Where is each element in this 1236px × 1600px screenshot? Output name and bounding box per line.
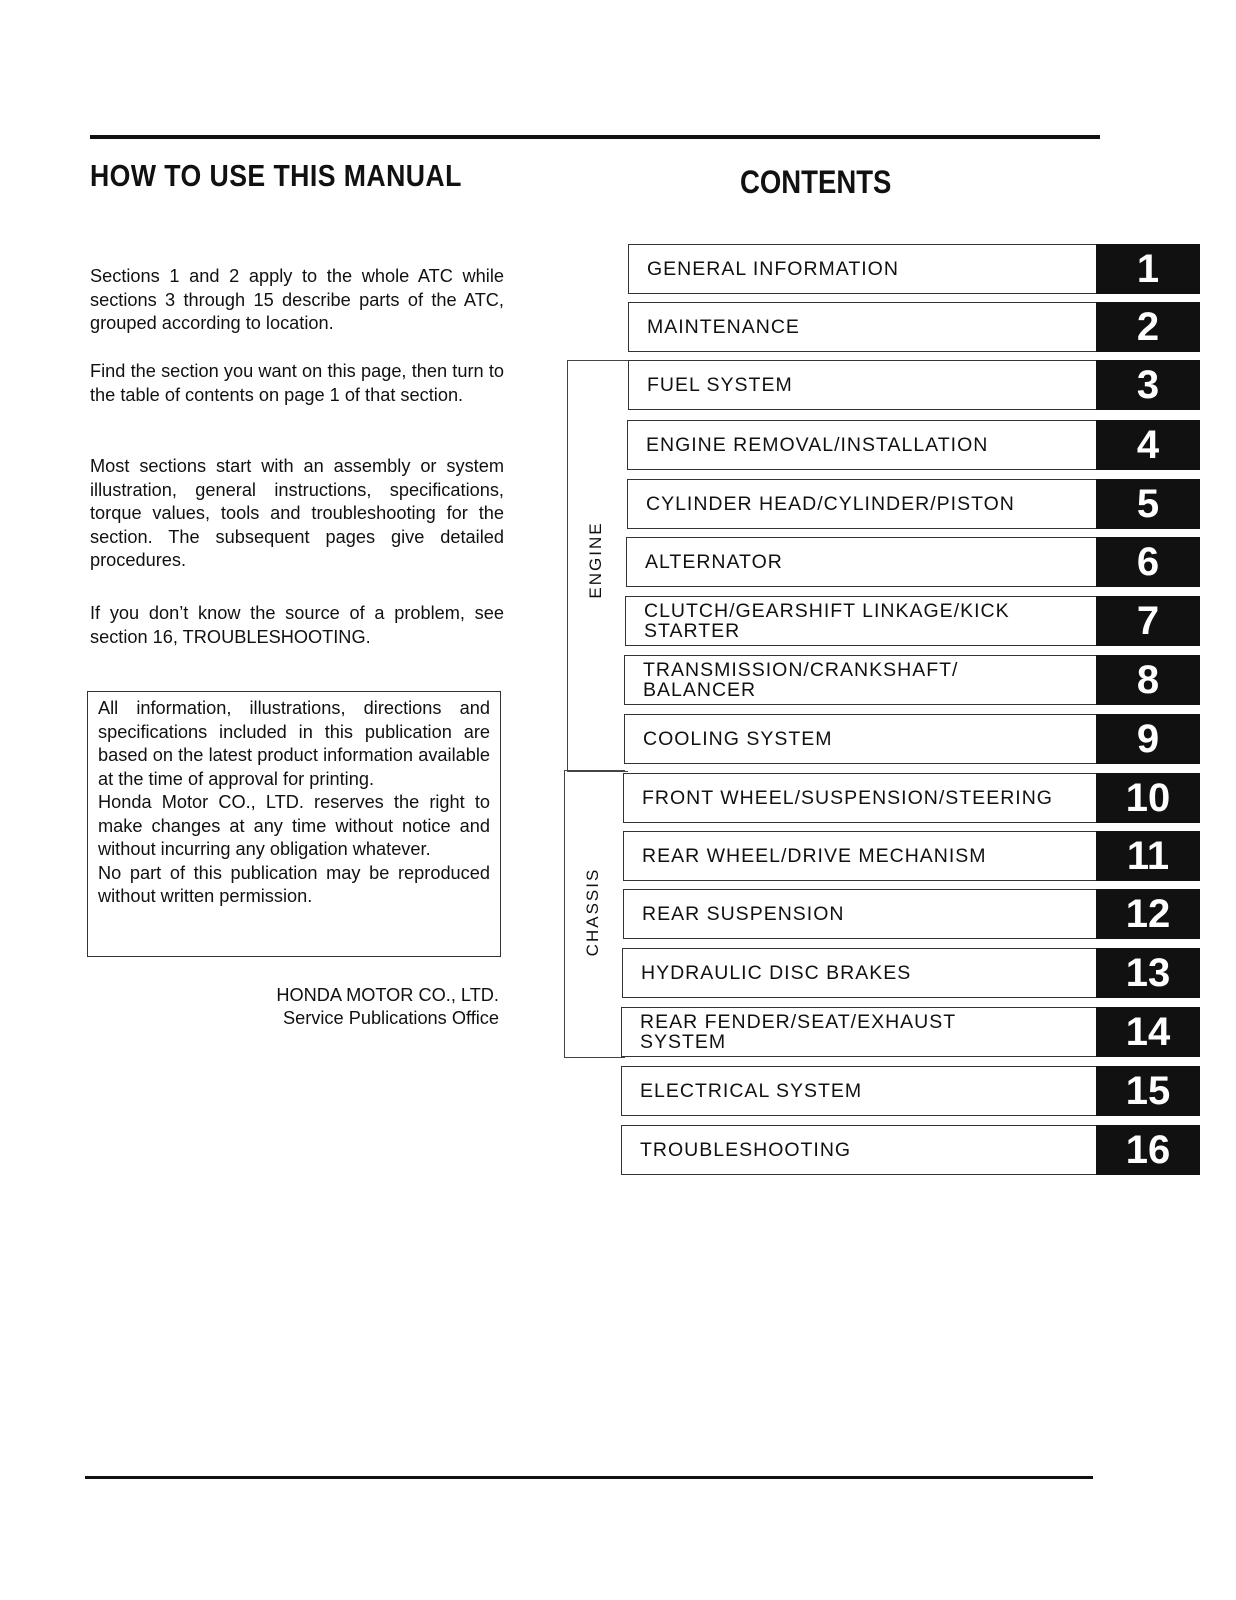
toc-row-8[interactable] — [624, 655, 1200, 705]
toc-row-15[interactable] — [621, 1066, 1200, 1116]
toc-section-tab[interactable]: 1 — [1096, 244, 1200, 294]
toc-row-frame — [623, 889, 1096, 939]
toc-row-frame — [627, 420, 1096, 470]
toc-row-frame — [622, 948, 1096, 998]
toc-section-title[interactable]: COOLING SYSTEM — [643, 728, 833, 750]
toc-section-title[interactable]: CYLINDER HEAD/CYLINDER/PISTON — [646, 493, 1015, 515]
toc-row-frame — [625, 596, 1096, 646]
toc-row-frame — [623, 831, 1096, 881]
toc-row-11[interactable] — [623, 831, 1200, 881]
toc-section-title[interactable]: REAR FENDER/SEAT/EXHAUST SYSTEM — [640, 1011, 957, 1053]
toc-section-title[interactable]: HYDRAULIC DISC BRAKES — [641, 962, 912, 984]
intro-paragraph-1: Sections 1 and 2 apply to the whole ATC while sections 3 through 15 describe parts of the ATC, grouped according to location. — [90, 266, 504, 333]
toc-row-3[interactable] — [628, 360, 1200, 410]
toc-section-tab[interactable]: 12 — [1096, 889, 1200, 939]
toc-section-title[interactable]: ALTERNATOR — [645, 551, 783, 573]
toc-row-14[interactable] — [621, 1007, 1200, 1057]
toc-section-tab[interactable]: 3 — [1096, 360, 1200, 410]
toc-row-4[interactable] — [627, 420, 1200, 470]
toc-row-12[interactable] — [623, 889, 1200, 939]
notice-text-3: No part of this publication may be reproduced without written permission. — [98, 862, 490, 906]
toc-row-frame — [626, 537, 1096, 587]
intro-paragraph-3: Most sections start with an assembly or system illustration, general instructions, specifications, torque values, tools and troubleshooting for the section. The subsequent pages give detailed procedures. — [90, 456, 504, 570]
toc-section-title[interactable]: ENGINE REMOVAL/INSTALLATION — [646, 434, 989, 456]
toc-row-frame — [621, 1007, 1096, 1057]
toc-row-frame — [623, 773, 1096, 823]
toc-row-frame — [628, 302, 1096, 352]
toc-section-tab[interactable]: 2 — [1096, 302, 1200, 352]
toc-section-tab[interactable]: 7 — [1096, 596, 1200, 646]
toc-section-tab[interactable]: 9 — [1096, 714, 1200, 764]
toc-row-frame — [621, 1125, 1096, 1175]
intro-paragraph-2: Find the section you want on this page, then turn to the table of contents on page 1 of that section. — [90, 361, 504, 405]
toc-row-6[interactable] — [626, 537, 1200, 587]
toc-section-title[interactable]: TROUBLESHOOTING — [640, 1139, 852, 1161]
notice-box — [87, 691, 501, 957]
signature-company: HONDA MOTOR CO., LTD. — [276, 985, 499, 1005]
toc-section-tab[interactable]: 5 — [1096, 479, 1200, 529]
how-to-use-heading: HOW TO USE THIS MANUAL — [90, 158, 462, 193]
toc-section-tab[interactable]: 16 — [1096, 1125, 1200, 1175]
contents-heading: CONTENTS — [740, 164, 892, 200]
toc-section-tab[interactable]: 13 — [1096, 948, 1200, 998]
toc-section-tab[interactable]: 11 — [1096, 831, 1200, 881]
toc-section-title[interactable]: FUEL SYSTEM — [647, 374, 793, 396]
bottom-rule — [85, 1476, 1093, 1479]
toc-row-frame — [624, 655, 1096, 705]
toc-row-2[interactable] — [628, 302, 1200, 352]
toc-row-13[interactable] — [622, 948, 1200, 998]
toc-row-frame — [628, 360, 1096, 410]
toc-section-title[interactable]: CLUTCH/GEARSHIFT LINKAGE/KICK STARTER — [644, 600, 1010, 642]
chassis-group-label: CHASSIS — [583, 867, 602, 957]
intro-paragraph-4: If you don’t know the source of a problem, see section 16, TROUBLESHOOTING. — [90, 603, 504, 647]
toc-section-title[interactable]: REAR WHEEL/DRIVE MECHANISM — [642, 845, 987, 867]
toc-row-frame — [627, 479, 1096, 529]
toc-section-title[interactable]: MAINTENANCE — [647, 316, 800, 338]
toc-row-5[interactable] — [627, 479, 1200, 529]
toc-section-tab[interactable]: 10 — [1096, 773, 1200, 823]
toc-section-title[interactable]: FRONT WHEEL/SUSPENSION/STEERING — [642, 787, 1053, 809]
toc-row-frame — [621, 1066, 1096, 1116]
notice-text-1: All information, illustrations, directions and specifications included in this publication are based on the latest product information available at the time of approval for printing. — [98, 698, 490, 789]
signature-office: Service Publications Office — [283, 1008, 499, 1028]
top-rule — [90, 135, 1100, 139]
toc-row-1[interactable] — [628, 244, 1200, 294]
toc-section-tab[interactable]: 14 — [1096, 1007, 1200, 1057]
toc-section-title[interactable]: ELECTRICAL SYSTEM — [640, 1080, 863, 1102]
toc-section-tab[interactable]: 4 — [1096, 420, 1200, 470]
toc-row-frame — [624, 714, 1096, 764]
toc-section-title[interactable]: GENERAL INFORMATION — [647, 258, 899, 280]
toc-row-frame — [628, 244, 1096, 294]
toc-section-title[interactable]: REAR SUSPENSION — [642, 903, 845, 925]
toc-section-title[interactable]: TRANSMISSION/CRANKSHAFT/ BALANCER — [643, 659, 959, 701]
toc-section-tab[interactable]: 15 — [1096, 1066, 1200, 1116]
toc-row-9[interactable] — [624, 714, 1200, 764]
toc-section-tab[interactable]: 8 — [1096, 655, 1200, 705]
toc-section-tab[interactable]: 6 — [1096, 537, 1200, 587]
notice-text-2: Honda Motor CO., LTD. reserves the right to make changes at any time without notice and without incurring any obligation whatever. — [98, 792, 490, 859]
toc-row-16[interactable] — [621, 1125, 1200, 1175]
toc-row-7[interactable] — [625, 596, 1200, 646]
toc-row-10[interactable] — [623, 773, 1200, 823]
engine-group-label: ENGINE — [586, 521, 605, 599]
